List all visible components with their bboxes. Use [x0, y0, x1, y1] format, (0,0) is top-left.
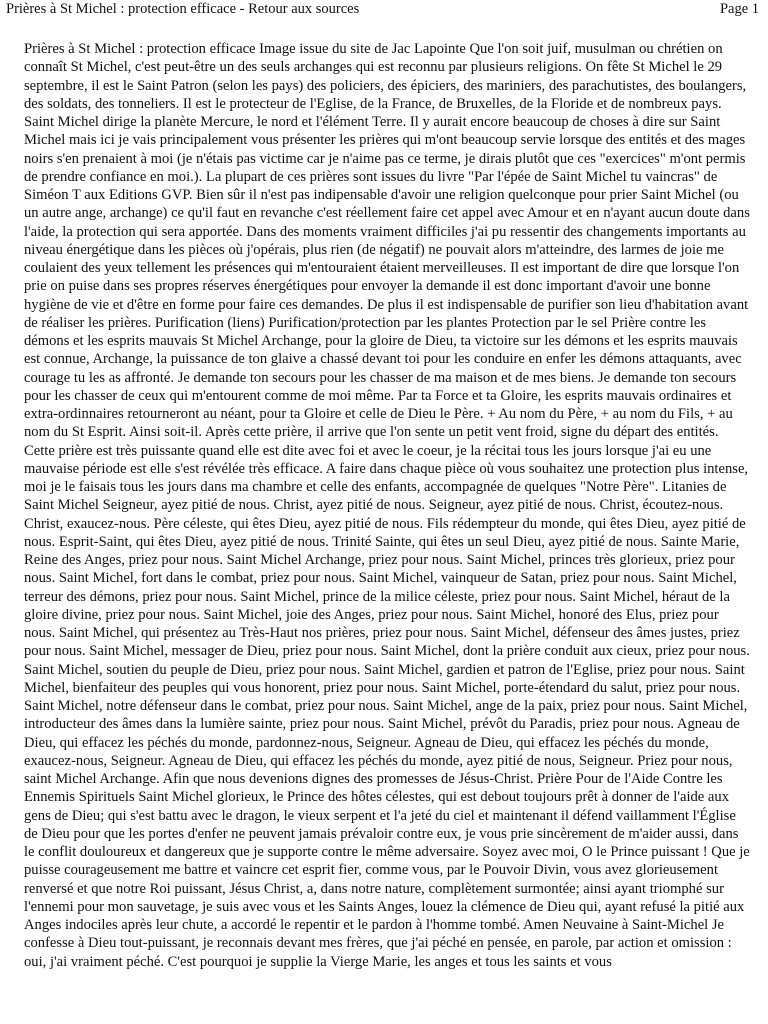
page-number: Page 1	[719, 1, 759, 17]
document-title: Prières à St Michel : protection efficace - Retour aux sources	[6, 1, 360, 17]
page-header	[0, 0, 768, 20]
document-body-text: Prières à St Michel : protection efficace Image issue du site de Jac Lapointe Que l'on soit juif, musulman ou chrétien on connaît St Michel, c'est peut-être un des seuls archanges qui est reconnu par plusieurs religions. On fête St Michel le 29 septembre, il est le Saint Patron (selon les pays) des policiers, des épiciers, des mariniers, des parachutistes, des boulangers, des soldats, des tonneliers. Il est le protecteur de l'Eglise, de la France, de Bruxelles, de la Floride et de nombreux pays. Saint Michel dirige la planète Mercure, le nord et l'élément Terre. Il y aurait encore beaucoup de choses à dire sur Saint Michel mais ici je vais principalement vous présenter les prières qui m'ont beaucoup servie lorsque des entités et des mages noirs s'en prenaient à moi (je n'étais pas victime car je n'aime pas ce terme, je dirais plutôt que ces "exercices" m'ont permis de prendre confiance en moi.). La plupart de ces prières sont issues du livre "Par l'épée de Saint Michel tu vaincras" de Siméon T aux Editions GVP. Bien sûr il n'est pas indipensable d'avoir une religion quelconque pour prier Saint Michel (ou un autre ange, archange) ce qu'il faut en revanche c'est réellement faire cet appel avec Amour et en n'ayant aucun doute dans l'aide, la protection qui sera apportée. Dans des moments vraiment difficiles j'ai pu ressentir des changements importants au niveau énergétique dans les pièces où j'opérais, plus rien (de négatif) ne pouvait alors m'atteindre, des larmes de joie me coulaient des yeux tellement les présences qui m'entouraient étaient merveilleuses. Il est important de dire que lorsque l'on prie on puise dans ses propres réserves énergétiques pour envoyer la demande il est donc important d'avoir une bonne hygiène de vie et d'être en forme pour faire ces demandes. De plus il est indispensable de purifier son lieu d'habitation avant de réaliser les prières. Purification (liens) Purification/protection par les plantes Protection par le sel Prière contre les démons et les esprits mauvais St Michel Archange, pour la gloire de Dieu, ta victoire sur les démons et les esprits mauvais est connue, Archange, la puissance de ton glaive a chassé devant toi pour les conduire en enfer les démons attaquants, avec courage tu les as affronté. Je demande ton secours pour les chasser de ma maison et de mes biens. Je demande ton secours pour les chasser de ceux qui m'entourent comme de moi même. Par ta Force et ta Gloire, les esprits mauvais ordinaires et extra-ordinnaires retourneront au néant, pour ta Gloire et celle de Dieu le Père. + Au nom du Père, + au nom du Fils, + au nom du St Esprit. Ainsi soit-il. Après cette prière, il arrive que l'on sente un petit vent froid, signe du départ des entités. Cette prière est très puissante quand elle est dite avec foi et avec le coeur, je la récitai tous les jours lorsque j'ai eu une mauvaise période est elle s'est révélée très efficace. A faire dans chaque pièce où vous souhaitez une protection plus intense, moi je le faisais tous les jours dans ma chambre et celle des enfants, accompagnée de quelques "Notre Père". Litanies de Saint Michel Seigneur, ayez pitié de nous. Christ, ayez pitié de nous. Seigneur, ayez pitié de nous. Christ, écoutez-nous. Christ, exaucez-nous. Père céleste, qui êtes Dieu, ayez pitié de nous. Fils rédempteur du monde, qui êtes Dieu, ayez pitié de nous. Esprit-Saint, qui êtes Dieu, ayez pitié de nous. Trinité Sainte, qui êtes un seul Dieu, ayez pitié de nous. Sainte Marie, Reine des Anges, priez pour nous. Saint Michel Archange, priez pour nous. Saint Michel, princes très glorieux, priez pour nous. Saint Michel, fort dans le combat, priez pour nous. Saint Michel, vainqueur de Satan, priez pour nous. Saint Michel, terreur des démons, priez pour nous. Saint Michel, prince de la milice céleste, priez pour nous. Saint Michel, héraut de la gloire divine, priez pour nous. Saint Michel, joie des Anges, priez pour nous. Saint Michel, honoré des Elus, priez pour nous. Saint Michel, qui présentez au Très-Haut nos prières, priez pour nous. Saint Michel, défenseur des âmes justes, priez pour nous. Saint Michel, messager de Dieu, priez pour nous. Saint Michel, dont la prière conduit aux cieux, priez pour nous. Saint Michel, soutien du peuple de Dieu, priez pour nous. Saint Michel, gardien et patron de l'Eglise, priez pour nous. Saint Michel, bienfaiteur des peuples qui vous honorent, priez pour nous. Saint Michel, porte-étendard du salut, priez pour nous. Saint Michel, notre défenseur dans le combat, priez pour nous. Saint Michel, ange de la paix, priez pour nous. Saint Michel, introducteur des âmes dans la lumière sainte, priez pour nous. Saint Michel, prévôt du Paradis, priez pour nous. Agneau de Dieu, qui effacez les péchés du monde, pardonnez-nous, Seigneur. Agneau de Dieu, qui effacez les péchés du monde, exaucez-nous, Seigneur. Agneau de Dieu, qui effacez les péchés du monde, ayez pitié de nous, Seigneur. Priez pour nous, saint Michel Archange. Afin que nous devenions dignes des promesses de Jésus-Christ. Prière Pour de l'Aide Contre les Ennemis Spirituels Saint Michel glorieux, le Prince des hôtes célestes, qui est debout toujours prêt à donner de l'aide aux gens de Dieu; qui s'est battu avec le dragon, le vieux serpent et l'a jeté du ciel et maintenant il défend vaillamment l'Église de Dieu pour que les portes d'enfer ne peuvent jamais prévaloir contre eux, je vous prie sincèrement de m'aider aussi, dans le conflit douloureux et dangereux que je supporte contre le même adversaire. Soyez avec moi, O le Prince puissant ! Que je puisse courageusement me battre et vaincre cet esprit fier, comme vous, par le Pouvoir Divin, vous avez glorieusement renversé et que notre Roi puissant, Jésus Christ, a, dans notre nature, complètement surmontée; ainsi ayant triomphé sur l'ennemi pour mon sauvetage, je suis avec vous et les Saints Anges, louez la clémence de Dieu qui, ayant refusé la pitié aux Anges indociles après leur chute, a accordé le repentir et le pardon à l'homme tombé. Amen Neuvaine à Saint-Michel Je confesse à Dieu tout-puissant, je reconnais devant mes frères, que j'ai péché en pensée, en parole, par action et omission : oui, j'ai vraiment péché. C'est pourquoi je supplie la Vierge Marie, les anges et tous les saints et vous	[24, 41, 750, 970]
